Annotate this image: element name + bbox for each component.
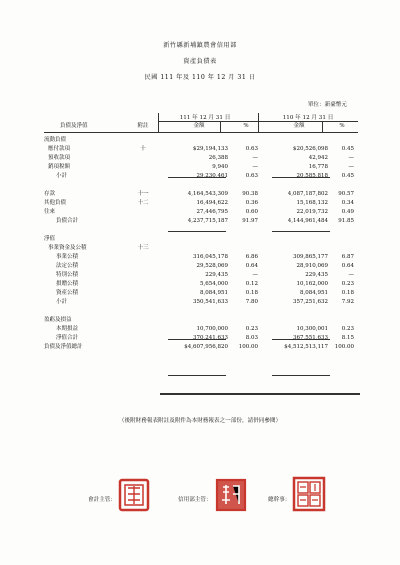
table-row — [44, 145, 358, 154]
period-header-2021: 110 年 12 月 31 日 — [282, 115, 334, 121]
amount-2021: 309,865,177 — [293, 254, 328, 260]
percent-2021: 100.00 — [334, 344, 354, 350]
table-row — [44, 325, 358, 334]
percent-2021: 90.57 — [338, 191, 354, 197]
row-label: 銷項稅額 — [48, 164, 71, 170]
amount-2022: 27,446,795 — [196, 209, 228, 215]
unit-label: 單位：新臺幣元 — [307, 102, 347, 108]
col-divider — [158, 113, 159, 132]
subtotal-rule — [272, 177, 330, 178]
percent-2022: 0.12 — [245, 281, 258, 287]
col-header-amount-1: 金額 — [193, 123, 205, 129]
row-label: 小計 — [56, 173, 68, 179]
percent-2021: 7.92 — [341, 299, 354, 305]
row-note: 十二 — [137, 200, 149, 206]
amount-2022: 5,654,000 — [200, 281, 228, 287]
amount-2022: $29,194,133 — [193, 146, 228, 152]
row-label: 小計 — [56, 299, 68, 305]
percent-2022: — — [252, 155, 258, 161]
percent-2021: — — [348, 155, 354, 161]
row-label: 資產公積 — [56, 290, 79, 296]
amount-2021: $4,512,513,117 — [284, 344, 328, 350]
amount-2022: 350,541,633 — [193, 299, 228, 305]
table-row — [44, 235, 358, 244]
table-row — [44, 190, 358, 199]
amount-2021: 10,162,000 — [296, 281, 328, 287]
col-divider — [322, 122, 323, 132]
percent-2021: 0.64 — [341, 263, 354, 269]
amount-2021: 28,910,069 — [296, 263, 328, 269]
amount-2022: 29,528,069 — [196, 263, 228, 269]
table-row — [44, 199, 358, 208]
manager-seal-stamp — [292, 476, 326, 512]
row-note: 十一 — [137, 191, 149, 197]
amount-2022: 9,940 — [212, 164, 228, 170]
amount-2022: 26,388 — [208, 155, 228, 161]
percent-2022: 90.38 — [242, 191, 258, 197]
table-row — [44, 316, 358, 325]
row-label: 法定公積 — [56, 263, 79, 269]
amount-2021: 4,144,961,484 — [287, 218, 328, 224]
amount-2022: 8,084,951 — [200, 290, 228, 296]
table-row — [44, 163, 358, 172]
subtotal-rule — [168, 231, 226, 232]
percent-2021: 0.49 — [341, 209, 354, 215]
percent-2022: 0.36 — [245, 200, 258, 206]
percent-2021: 8.15 — [341, 335, 354, 341]
percent-2022: 0.18 — [245, 290, 258, 296]
table-row — [44, 217, 358, 226]
percent-2022: 0.60 — [245, 209, 258, 215]
row-label: 事業公積 — [56, 254, 79, 260]
row-label: 負債合計 — [56, 218, 79, 224]
percent-2022: 0.63 — [245, 173, 258, 179]
amount-2021: 16,778 — [308, 164, 328, 170]
report-period: 民國 111 年及 110 年 12 月 31 日 — [144, 74, 256, 81]
table-row — [44, 289, 358, 298]
amount-2022: 10,700,000 — [196, 326, 228, 332]
amount-2021: $20,526,098 — [293, 146, 328, 152]
percent-2021: 6.87 — [341, 254, 354, 260]
subtotal-rule — [168, 339, 226, 340]
col-header-pct-1: % — [243, 123, 249, 129]
amount-2022: 316,045,178 — [193, 254, 228, 260]
row-label: 盈虧及損益 — [44, 317, 72, 323]
amount-2022: 16,494,622 — [196, 200, 228, 206]
percent-2022: — — [252, 164, 258, 170]
row-label: 本期損益 — [56, 326, 79, 332]
amount-2022: 370,241,633 — [193, 335, 228, 341]
amount-2021: 8,084,951 — [300, 290, 328, 296]
row-label: 存款 — [44, 191, 56, 197]
subtotal-rule — [168, 375, 226, 376]
amount-2021: 4,087,187,802 — [287, 191, 328, 197]
amount-2021: 357,251,632 — [293, 299, 328, 305]
percent-2022: 91.97 — [242, 218, 258, 224]
percent-2021: 0.45 — [341, 146, 354, 152]
header-bottom-rule — [44, 132, 358, 133]
col-header-label: 負債及淨值 — [60, 123, 88, 129]
row-label: 往來 — [44, 209, 56, 215]
percent-2021: 91.85 — [338, 218, 354, 224]
subtotal-rule — [272, 339, 330, 340]
amount-2021: 15,168,132 — [296, 200, 328, 206]
row-label: 預收款項 — [48, 155, 71, 161]
table-row — [44, 244, 358, 253]
percent-2022: 6.86 — [245, 254, 258, 260]
table-row-spacer — [44, 307, 358, 316]
total-double-rule — [160, 393, 360, 395]
percent-2021: 0.34 — [341, 200, 354, 206]
amount-2022: $4,607,956,820 — [184, 344, 228, 350]
row-label: 淨值 — [44, 236, 56, 242]
signature-manager-label: 總幹事： — [268, 497, 291, 503]
row-label: 淨值合計 — [56, 335, 79, 341]
amount-2021: 367,551,633 — [293, 335, 328, 341]
footnote: （後附財務報表附註及附件為本財務報表之一部份，請併同參閱） — [118, 418, 282, 424]
amount-2022: 229,435 — [205, 272, 228, 278]
table-row — [44, 262, 358, 271]
percent-2022: 0.64 — [245, 263, 258, 269]
row-label: 其他負債 — [44, 200, 67, 206]
accounting-seal-stamp — [118, 478, 150, 512]
col-header-amount-2: 金額 — [293, 123, 305, 129]
percent-2022: 7.80 — [245, 299, 258, 305]
percent-2021: 0.23 — [341, 326, 354, 332]
table-row — [44, 343, 358, 352]
percent-2021: — — [348, 164, 354, 170]
amount-2021: 10,300,001 — [296, 326, 328, 332]
table-row — [44, 253, 358, 262]
amount-2022: 29,230,461 — [196, 173, 228, 179]
percent-2022: — — [252, 272, 258, 278]
row-note: 十三 — [137, 245, 149, 251]
percent-2021: 0.18 — [341, 290, 354, 296]
amount-2021: 229,435 — [305, 272, 328, 278]
row-note: 十 — [140, 146, 146, 152]
percent-2021: — — [348, 272, 354, 278]
amount-2021: 22,019,732 — [296, 209, 328, 215]
percent-2021: 0.45 — [341, 173, 354, 179]
table-row — [44, 136, 358, 145]
subtotal-rule — [168, 177, 226, 178]
period-header-2022: 111 年 12 月 31 日 — [179, 115, 231, 121]
col-header-note: 附註 — [137, 123, 149, 129]
amount-2022: 4,164,543,309 — [187, 191, 228, 197]
amount-2021: 42,942 — [308, 155, 328, 161]
column-header-row — [44, 122, 358, 131]
subtotal-rule — [272, 231, 330, 232]
percent-2022: 0.63 — [245, 146, 258, 152]
signature-credit-label: 信用部主管： — [178, 497, 212, 503]
report-title: 資產負債表 — [183, 58, 217, 65]
credit-seal-stamp — [215, 478, 247, 512]
row-label: 事業資金及公積 — [48, 245, 87, 251]
table-row — [44, 154, 358, 163]
table-row — [44, 271, 358, 280]
subtotal-rule — [272, 375, 330, 376]
report-title-org: 新竹縣新埔鎮農會信用部 — [163, 42, 237, 49]
col-divider — [220, 122, 221, 132]
table-row — [44, 280, 358, 289]
row-label: 負債及淨值總計 — [44, 344, 83, 350]
amount-2022: 4,237,715,187 — [187, 218, 228, 224]
percent-2022: 0.23 — [245, 326, 258, 332]
percent-2022: 8.03 — [245, 335, 258, 341]
amount-2021: 20,585,818 — [296, 173, 328, 179]
table-row — [44, 208, 358, 217]
col-header-pct-2: % — [339, 123, 345, 129]
signature-accounting-label: 會計主管： — [88, 497, 116, 503]
row-label: 流動負債 — [44, 137, 67, 143]
percent-2022: 100.00 — [238, 344, 258, 350]
table-row-spacer — [44, 181, 358, 190]
col-divider — [258, 113, 259, 132]
row-label: 特別公積 — [56, 272, 79, 278]
row-label: 應付款項 — [48, 146, 71, 152]
row-label: 損贈公積 — [56, 281, 79, 287]
table-row — [44, 298, 358, 307]
percent-2021: 0.23 — [341, 281, 354, 287]
